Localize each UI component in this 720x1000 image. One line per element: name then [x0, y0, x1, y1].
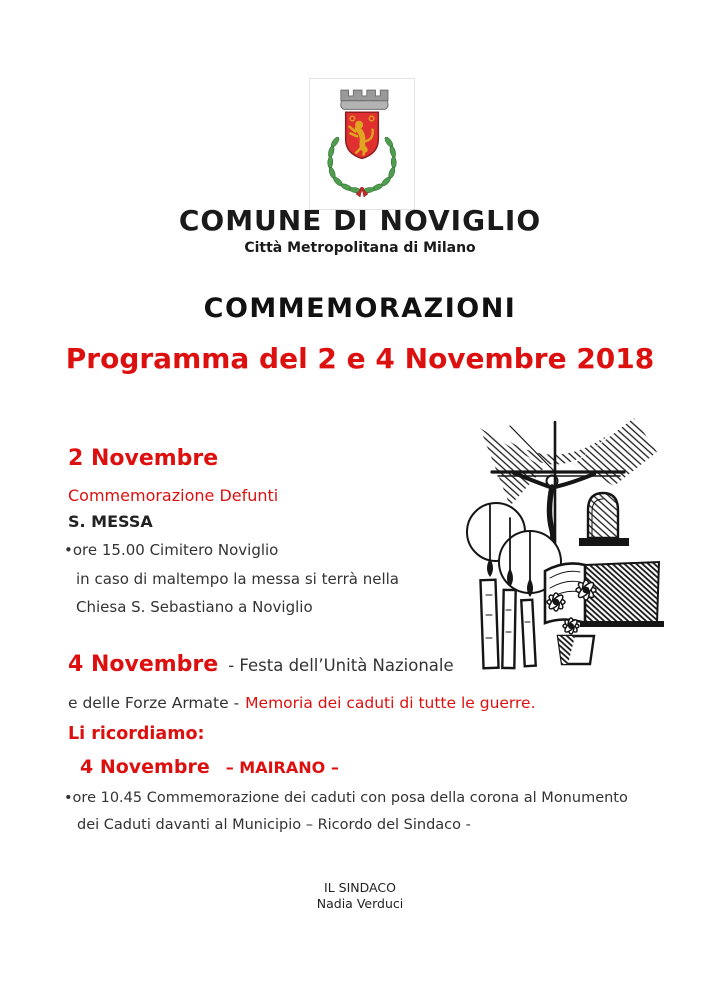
signature-role: IL SINDACO — [324, 880, 396, 895]
program-title: Programma del 2 e 4 Novembre 2018 — [65, 342, 655, 375]
section-4nov-heading-suffix: - Festa dell’Unità Nazionale — [228, 656, 454, 675]
weather-note-line2: Chiesa S. Sebastiano a Noviglio — [76, 598, 313, 616]
forze-armate-line — [68, 694, 536, 712]
ceremony-bullet-line2: dei Caduti davanti al Municipio – Ricordo del Sindaco - — [77, 817, 471, 833]
section-2nov-subheading: Commemorazione Defunti — [68, 486, 279, 505]
signature-name: Nadia Verduci — [316, 896, 404, 911]
drapery-left — [480, 428, 544, 506]
section-2nov-heading: 2 Novembre — [68, 446, 219, 471]
weather-note-line1: in caso di maltempo la messa si terrà nella — [76, 570, 399, 588]
arched-window — [579, 493, 629, 546]
mural-crown — [341, 90, 388, 109]
crest-frame — [309, 78, 415, 210]
remember-label: Li ricordiamo: — [68, 724, 205, 744]
document-title: COMMEMORAZIONI — [203, 293, 517, 324]
shield — [346, 112, 379, 158]
memoria-caduti-text: Memoria dei caduti di tutte le guerre. — [245, 694, 536, 712]
municipality-subtitle: Città Metropolitana di Milano — [244, 240, 476, 256]
forze-armate-text: e delle Forze Armate - — [68, 694, 240, 712]
mass-label: S. MESSA — [68, 512, 153, 531]
ceremony-bullet-line1: •ore 10.45 Commemorazione dei caduti con posa della corona al Monumento — [64, 790, 628, 806]
noviglio-coat-of-arms-icon — [312, 84, 412, 204]
memorial-sketch-illustration — [452, 410, 667, 672]
mairano-place: – MAIRANO – — [225, 758, 339, 777]
municipality-title: COMUNE DI NOVIGLIO — [178, 204, 542, 237]
mairano-line — [80, 756, 339, 778]
open-book — [545, 562, 664, 627]
mass-time-bullet: •ore 15.00 Cimitero Noviglio — [64, 541, 279, 559]
mairano-date: 4 Novembre — [80, 756, 210, 778]
section-4nov-heading: 4 Novembre — [68, 652, 219, 677]
flower-pot — [558, 636, 594, 664]
section-4nov-heading-line — [68, 652, 454, 677]
